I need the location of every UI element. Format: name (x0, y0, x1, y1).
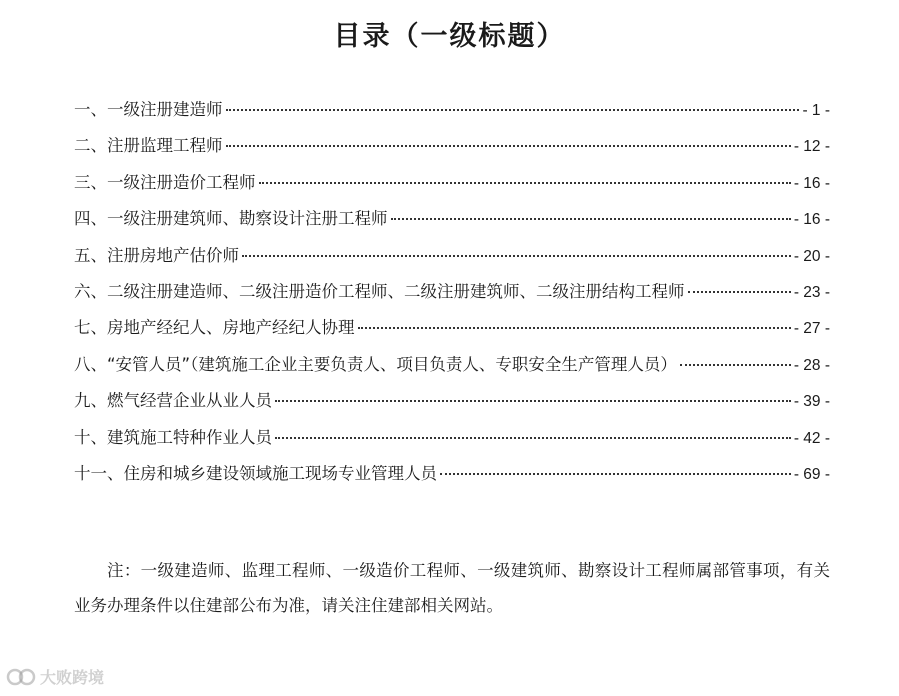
table-of-contents (74, 98, 830, 498)
toc-dot-leader (242, 255, 791, 257)
toc-entry[interactable] (74, 171, 830, 207)
toc-entry[interactable] (74, 389, 830, 425)
toc-page-number: - 42 - (793, 429, 830, 447)
toc-entry[interactable] (74, 134, 830, 170)
toc-entry-label: 六、二级注册建造师、二级注册造价工程师、二级注册建筑师、二级注册结构工程师 (74, 281, 685, 301)
toc-entry[interactable] (74, 316, 830, 352)
toc-entry[interactable] (74, 426, 830, 462)
toc-dot-leader (275, 437, 791, 439)
toc-dot-leader (259, 182, 791, 184)
toc-dot-leader (440, 473, 791, 475)
toc-page-number: - 27 - (793, 320, 830, 338)
toc-entry-label: 七、房地产经纪人、房地产经纪人协理 (74, 318, 355, 338)
toc-page-number: - 16 - (793, 211, 830, 229)
toc-dot-leader (226, 145, 791, 147)
toc-entry-label: 五、注册房地产估价师 (74, 245, 239, 265)
toc-dot-leader (680, 364, 791, 366)
page-title: 目录（一级标题） (333, 21, 566, 52)
toc-entry-label: 十一、住房和城乡建设领域施工现场专业管理人员 (74, 463, 437, 483)
toc-page-number: - 28 - (793, 356, 830, 374)
toc-entry-label: 四、一级注册建筑师、勘察设计注册工程师 (74, 209, 388, 229)
toc-page-number: - 39 - (793, 393, 830, 411)
toc-entry-label: 九、燃气经营企业从业人员 (74, 391, 272, 411)
footnote: 注：一级建造师、监理工程师、一级造价工程师、一级建筑师、勘察设计工程师属部管事项，有关业务办理条件以住建部公布为准，请关注住建部相关网站。 (74, 561, 830, 615)
toc-entry-label: 二、注册监理工程师 (74, 136, 223, 156)
toc-dot-leader (275, 400, 791, 402)
toc-entry-label: 三、一级注册造价工程师 (74, 172, 256, 192)
brand-logo-icon (6, 666, 36, 688)
toc-entry-label: 八、“安管人员”（建筑施工企业主要负责人、项目负责人、专职安全生产管理人员） (74, 354, 677, 374)
toc-page-number: - 16 - (793, 174, 830, 192)
toc-entry[interactable] (74, 280, 830, 316)
toc-entry[interactable] (74, 353, 830, 389)
toc-page-number: - 12 - (793, 138, 830, 156)
watermark-text: 大败跨境 (40, 668, 105, 687)
toc-entry[interactable] (74, 207, 830, 243)
toc-entry[interactable] (74, 98, 830, 134)
toc-dot-leader (391, 218, 791, 220)
toc-dot-leader (226, 109, 800, 111)
toc-entry[interactable] (74, 244, 830, 280)
toc-page-number: - 20 - (793, 247, 830, 265)
toc-page-number: - 69 - (793, 465, 830, 483)
toc-entry-label: 一、一级注册建造师 (74, 100, 223, 119)
toc-page-number: - 23 - (793, 283, 830, 301)
toc-entry-label: 十、建筑施工特种作业人员 (74, 427, 272, 447)
watermark (6, 665, 104, 688)
toc-page-number: - 1 - (802, 102, 830, 119)
toc-dot-leader (358, 327, 791, 329)
toc-entry[interactable] (74, 462, 830, 498)
toc-dot-leader (688, 291, 791, 293)
